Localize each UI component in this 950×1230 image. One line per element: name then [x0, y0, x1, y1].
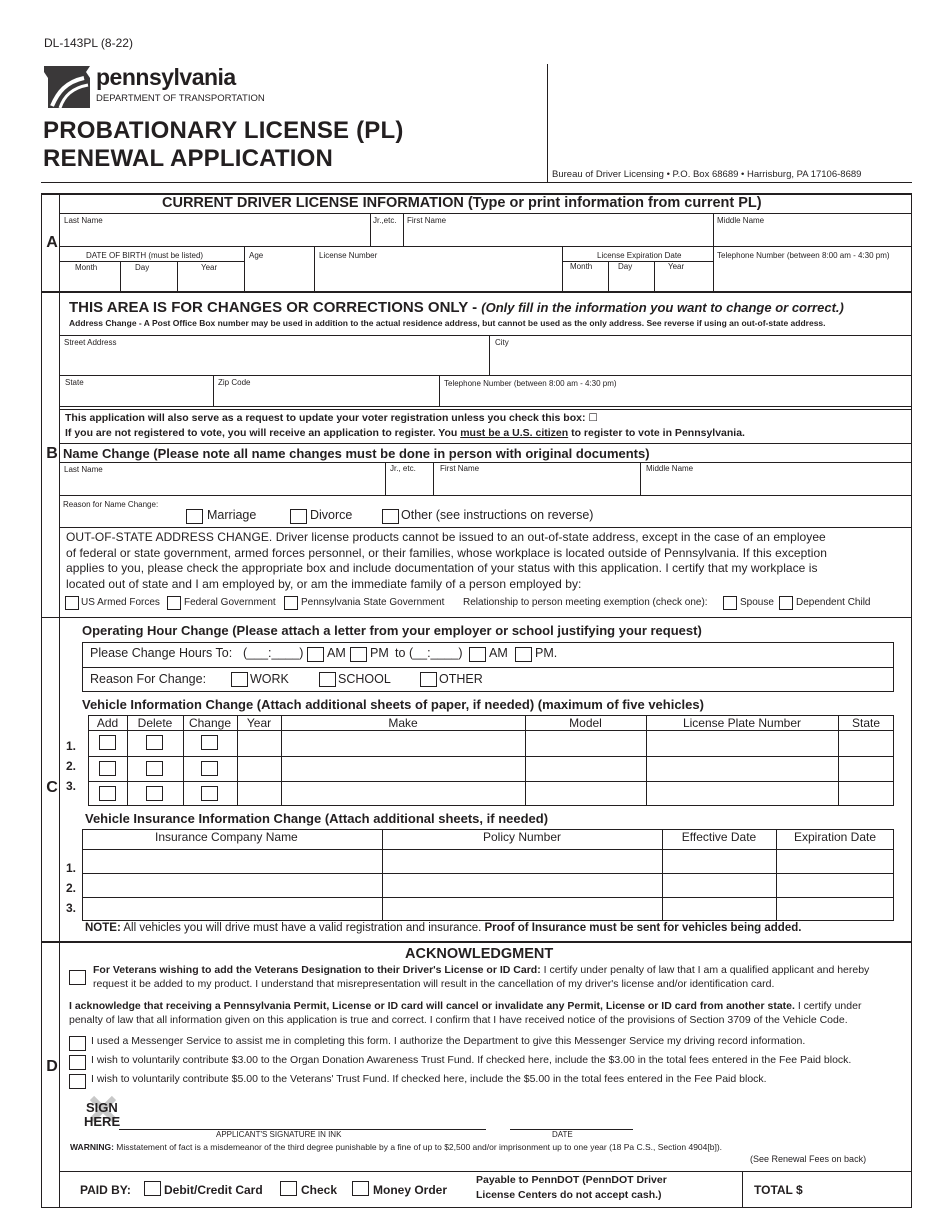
- here-label: HERE: [84, 1114, 121, 1129]
- insurance-cell-input[interactable]: [384, 851, 661, 872]
- acknowledgment-text: I acknowledge that receiving a Pennsylvania Permit, License or ID card will cancel or invalidate any Permit, License or ID card from another state. I certify under penalty of law that all information given on this application is true and correct. I confirm that I have received notice of the provisions of Section 3709 of the Vehicle Code.: [69, 1000, 862, 1026]
- am2-label: AM: [489, 646, 508, 660]
- ins-row-num: 1.: [66, 861, 77, 875]
- vehicle-cell-input[interactable]: [283, 783, 524, 804]
- veh-row-num: 2.: [66, 759, 77, 773]
- check-label: Check: [301, 1183, 338, 1197]
- payable-line1: Payable to PennDOT (PennDOT Driver: [476, 1174, 667, 1186]
- title-line2: RENEWAL APPLICATION: [43, 145, 334, 172]
- vehicle-col-header: Model: [569, 716, 602, 730]
- jr-input[interactable]: [372, 226, 402, 245]
- age-label: Age: [249, 251, 264, 260]
- other-reason-label: OTHER: [439, 672, 483, 686]
- vehicle-cell-input[interactable]: [527, 783, 645, 804]
- vehicle-add-checkbox[interactable]: [99, 786, 116, 801]
- nc-first-label: First Name: [440, 464, 480, 473]
- acknowledgment-heading: ACKNOWLEDGMENT: [405, 946, 554, 962]
- insurance-col-header: Expiration Date: [793, 830, 877, 844]
- vehicle-cell-input[interactable]: [840, 783, 893, 804]
- payable-line2: License Centers do not accept cash.): [476, 1189, 662, 1201]
- telephone-input[interactable]: [715, 262, 909, 290]
- messenger-text: I used a Messenger Service to assist me in completing this form. I authorize the Department to give this Messenger Service my driving record information.: [91, 1035, 806, 1047]
- section-letter-d: D: [46, 1058, 58, 1075]
- middle-name-label: Middle Name: [717, 216, 765, 225]
- vehicle-delete-checkbox[interactable]: [146, 761, 163, 776]
- debit-credit-label: Debit/Credit Card: [164, 1183, 263, 1197]
- ins-row-num: 2.: [66, 881, 77, 895]
- vehicle-col-header: Year: [246, 716, 272, 730]
- zip-input[interactable]: [216, 388, 437, 406]
- vehicle-cell-input[interactable]: [283, 732, 524, 755]
- veh-row-num: 3.: [66, 779, 77, 793]
- exp-year-input[interactable]: [656, 272, 712, 290]
- vehicle-change-checkbox[interactable]: [201, 761, 218, 776]
- date-label: DATE: [552, 1130, 573, 1139]
- am-label: AM: [327, 646, 346, 660]
- work-checkbox[interactable]: [231, 672, 248, 687]
- vehicle-cell-input[interactable]: [239, 758, 280, 780]
- insurance-cell-input[interactable]: [84, 875, 381, 896]
- ins-row-num: 3.: [66, 901, 77, 915]
- vehicle-change-checkbox[interactable]: [201, 735, 218, 750]
- telephone-label: Telephone Number (between 8:00 am - 4:30 pm): [717, 251, 890, 260]
- debit-credit-checkbox[interactable]: [144, 1181, 161, 1196]
- pm-checkbox[interactable]: [350, 647, 367, 662]
- vehicle-delete-checkbox[interactable]: [146, 735, 163, 750]
- insurance-cell-input[interactable]: [664, 899, 775, 919]
- section-a-heading: CURRENT DRIVER LICENSE INFORMATION (Type or print information from current PL): [162, 195, 762, 211]
- insurance-col-header: Policy Number: [482, 830, 562, 844]
- veh-row-num: 1.: [66, 739, 77, 753]
- insurance-heading: Vehicle Insurance Information Change (Attach additional sheets, if needed): [85, 811, 549, 826]
- spouse-checkbox[interactable]: [723, 596, 737, 610]
- veterans-fund-checkbox[interactable]: [69, 1074, 86, 1089]
- veterans-designation-checkbox[interactable]: [69, 970, 86, 985]
- us-armed-forces-checkbox[interactable]: [65, 596, 79, 610]
- relationship-label: Relationship to person meeting exemption (check one):: [463, 597, 708, 608]
- divorce-label: Divorce: [310, 508, 353, 522]
- title-line1: PROBATIONARY LICENSE (PL): [43, 117, 404, 144]
- us-armed-forces-label: US Armed Forces: [81, 597, 160, 608]
- other-reason-checkbox[interactable]: [420, 672, 437, 687]
- jr-label: Jr.,etc.: [373, 216, 397, 225]
- nc-middle-input[interactable]: [642, 475, 910, 494]
- out-of-state-paragraph: OUT-OF-STATE ADDRESS CHANGE. Driver license products cannot be issued to an out-of-state address, except in the case of an employee of federal or state government, armed forces personnel, or their families, whose workplace is located outside of Pennsylvania. If this exception applies to you, please check the appropriate box and include documentation of your status with this application. I certify that my workplace is located out of state and I am employed by, or am the immediate family of a person employed by:: [66, 530, 827, 591]
- section-letter-a: A: [46, 234, 58, 251]
- pa-state-government-checkbox[interactable]: [284, 596, 298, 610]
- keystone-logo-icon: [44, 66, 92, 108]
- insurance-cell-input[interactable]: [84, 899, 381, 919]
- paid-by-label: PAID BY:: [80, 1183, 131, 1197]
- vehicle-cell-input[interactable]: [527, 758, 645, 780]
- exp-day-label: Day: [618, 262, 633, 271]
- vehicle-add-checkbox[interactable]: [99, 761, 116, 776]
- veterans-designation-text: For Veterans wishing to add the Veterans Designation to their Driver's License or ID Card: I certify under penalty of law that I am a qualified applicant and hereby request it be added to my product. I understand that misrepresentation will result in the cancellation of my driver's license and/or identification card.: [93, 964, 870, 990]
- insurance-cell-input[interactable]: [778, 899, 893, 919]
- insurance-cell-input[interactable]: [384, 899, 661, 919]
- organ-donation-text: I wish to voluntarily contribute $3.00 to the Organ Donation Awareness Trust Fund. If checked here, include the $3.00 in the total fees entered in the Fee Paid block.: [91, 1054, 852, 1066]
- marriage-checkbox[interactable]: [186, 509, 203, 524]
- pm-label: PM: [370, 646, 389, 660]
- insurance-cell-input[interactable]: [84, 851, 381, 872]
- exp-month-input[interactable]: [564, 272, 607, 290]
- vehicle-cell-input[interactable]: [648, 732, 837, 755]
- vehicle-col-header: License Plate Number: [682, 716, 802, 730]
- am2-checkbox[interactable]: [469, 647, 486, 662]
- signature-input[interactable]: [122, 1104, 484, 1128]
- insurance-cell-input[interactable]: [384, 875, 661, 896]
- money-order-label: Money Order: [373, 1183, 448, 1197]
- exp-month-label: Month: [570, 262, 593, 271]
- sign-label: SIGN: [86, 1100, 118, 1115]
- dob-year-input[interactable]: [179, 272, 243, 290]
- school-checkbox[interactable]: [319, 672, 336, 687]
- form-number: DL-143PL (8-22): [44, 36, 133, 50]
- first-name-label: First Name: [407, 216, 447, 225]
- spouse-label: Spouse: [740, 597, 774, 608]
- street-label: Street Address: [64, 338, 117, 347]
- vehicle-change-checkbox[interactable]: [201, 786, 218, 801]
- renewal-fees-note: (See Renewal Fees on back): [750, 1154, 867, 1164]
- operating-hour-heading: Operating Hour Change (Please attach a letter from your employer or school justifying your request): [82, 623, 702, 638]
- logo-dept: DEPARTMENT OF TRANSPORTATION: [96, 93, 265, 104]
- voter-line1[interactable]: This application will also serve as a request to update your voter registration unless you check this box: ☐: [65, 412, 598, 424]
- insurance-cell-input[interactable]: [664, 851, 775, 872]
- exp-day-input[interactable]: [610, 272, 653, 290]
- street-input[interactable]: [62, 349, 487, 373]
- age-input[interactable]: [246, 262, 313, 290]
- vehicle-col-header: Change: [188, 716, 232, 730]
- vehicle-cell-input[interactable]: [648, 783, 837, 804]
- dependent-child-label: Dependent Child: [796, 597, 871, 608]
- vehicle-heading: Vehicle Information Change (Attach additional sheets of paper, if needed) (maximum of five vehicles): [82, 697, 704, 712]
- insurance-col-header: Insurance Company Name: [155, 830, 298, 844]
- zip-label: Zip Code: [218, 378, 251, 387]
- time-from[interactable]: (___:____): [243, 646, 304, 660]
- other-name-checkbox[interactable]: [382, 509, 399, 524]
- nc-first-input[interactable]: [435, 475, 638, 494]
- middle-name-input[interactable]: [715, 226, 909, 245]
- pm2-checkbox[interactable]: [515, 647, 532, 662]
- vehicle-cell-input[interactable]: [648, 758, 837, 780]
- nc-jr-label: Jr., etc.: [390, 464, 416, 473]
- messenger-checkbox[interactable]: [69, 1036, 86, 1051]
- state-input[interactable]: [62, 388, 211, 406]
- nc-jr-input[interactable]: [387, 475, 431, 494]
- section-b-heading: THIS AREA IS FOR CHANGES OR CORRECTIONS ONLY - (Only fill in the information you want to change or correct.): [69, 299, 844, 316]
- section-letter-c: C: [46, 779, 58, 796]
- vehicle-col-header: Delete: [137, 716, 173, 730]
- federal-government-checkbox[interactable]: [167, 596, 181, 610]
- header-rule: [41, 182, 912, 183]
- state-label: State: [65, 378, 84, 387]
- reason-change-label: Reason For Change:: [90, 672, 207, 686]
- b-telephone-input[interactable]: [442, 390, 909, 406]
- name-change-heading: Name Change (Please note all name changes must be done in person with original documents): [63, 446, 650, 461]
- voter-line2: If you are not registered to vote, you will receive an application to register. You must be a U.S. citizen to register to vote in Pennsylvania.: [65, 427, 745, 439]
- nc-middle-label: Middle Name: [646, 464, 694, 473]
- address-change-note: Address Change - A Post Office Box number may be used in addition to the actual residence address, but cannot be used as the only address. See reverse if using an out-of-state address.: [69, 318, 826, 328]
- am-checkbox[interactable]: [307, 647, 324, 662]
- check-checkbox[interactable]: [280, 1181, 297, 1196]
- dob-year-label: Year: [201, 263, 218, 272]
- dob-label: DATE OF BIRTH (must be listed): [86, 251, 204, 260]
- exp-year-label: Year: [668, 262, 685, 271]
- vehicle-cell-input[interactable]: [239, 783, 280, 804]
- b-telephone-label: Telephone Number (between 8:00 am - 4:30 pm): [444, 379, 617, 388]
- total-label: TOTAL $: [754, 1183, 803, 1197]
- to-label: to: [395, 646, 406, 660]
- reason-name-change-label: Reason for Name Change:: [63, 500, 159, 509]
- insurance-cell-input[interactable]: [778, 875, 893, 896]
- nc-last-input[interactable]: [62, 475, 383, 494]
- pa-state-government-label: Pennsylvania State Government: [301, 597, 445, 608]
- insurance-cell-input[interactable]: [778, 851, 893, 872]
- insurance-note: NOTE: All vehicles you will drive must have a valid registration and insurance. Proof of Insurance must be sent for vehicles being added.: [85, 922, 802, 934]
- date-input[interactable]: [512, 1104, 632, 1128]
- insurance-col-header: Effective Date: [681, 830, 757, 844]
- vehicle-delete-checkbox[interactable]: [146, 786, 163, 801]
- first-name-input[interactable]: [405, 226, 711, 245]
- vehicle-col-header: Add: [96, 716, 119, 730]
- work-label: WORK: [250, 672, 289, 686]
- dependent-child-checkbox[interactable]: [779, 596, 793, 610]
- exp-date-label: License Expiration Date: [597, 251, 682, 260]
- time-to[interactable]: (__:____): [409, 646, 463, 660]
- license-number-input[interactable]: [316, 262, 561, 290]
- dob-day-label: Day: [135, 263, 150, 272]
- vehicle-add-checkbox[interactable]: [99, 735, 116, 750]
- insurance-table: [82, 829, 894, 920]
- city-label: City: [495, 338, 509, 347]
- insurance-cell-input[interactable]: [664, 875, 775, 896]
- total-input[interactable]: [814, 1175, 908, 1203]
- money-order-checkbox[interactable]: [352, 1181, 369, 1196]
- change-hours-label: Please Change Hours To:: [90, 646, 233, 660]
- divorce-checkbox[interactable]: [290, 509, 307, 524]
- vehicle-cell-input[interactable]: [283, 758, 524, 780]
- dob-month-label: Month: [75, 263, 98, 272]
- dob-day-input[interactable]: [122, 272, 176, 290]
- dob-month-input[interactable]: [61, 272, 119, 290]
- vehicle-cell-input[interactable]: [840, 758, 893, 780]
- vehicle-cell-input[interactable]: [239, 732, 280, 755]
- nc-last-label: Last Name: [64, 465, 103, 474]
- city-input[interactable]: [492, 349, 909, 373]
- warning-text: WARNING: Misstatement of fact is a misdemeanor of the third degree punishable by a fine of up to $2,500 and/or imprisonment up to one year (18 Pa C.S., Section 4904[b]).: [70, 1142, 723, 1152]
- vehicle-col-header: State: [851, 716, 881, 730]
- vehicle-cell-input[interactable]: [840, 732, 893, 755]
- vehicle-col-header: Make: [388, 716, 418, 730]
- veterans-fund-text: I wish to voluntarily contribute $5.00 to the Veterans' Trust Fund. If checked here, include the $5.00 in the total fees entered in the Fee Paid block.: [91, 1073, 767, 1085]
- federal-government-label: Federal Government: [184, 597, 276, 608]
- license-number-label: License Number: [319, 251, 378, 260]
- logo-name: pennsylvania: [96, 64, 236, 90]
- header-divider: [547, 64, 548, 182]
- bureau-address: Bureau of Driver Licensing • P.O. Box 68689 • Harrisburg, PA 17106-8689: [552, 169, 862, 180]
- section-letter-b: B: [46, 445, 58, 462]
- vehicle-table: [88, 715, 894, 805]
- school-label: SCHOOL: [338, 672, 391, 686]
- pm2-label: PM.: [535, 646, 558, 660]
- vehicle-cell-input[interactable]: [527, 732, 645, 755]
- signature-label: APPLICANT'S SIGNATURE IN INK: [216, 1130, 342, 1139]
- other-name-label: Other (see instructions on reverse): [401, 508, 594, 522]
- last-name-input[interactable]: [62, 226, 368, 245]
- organ-donation-checkbox[interactable]: [69, 1055, 86, 1070]
- last-name-label: Last Name: [64, 216, 103, 225]
- marriage-label: Marriage: [207, 508, 257, 522]
